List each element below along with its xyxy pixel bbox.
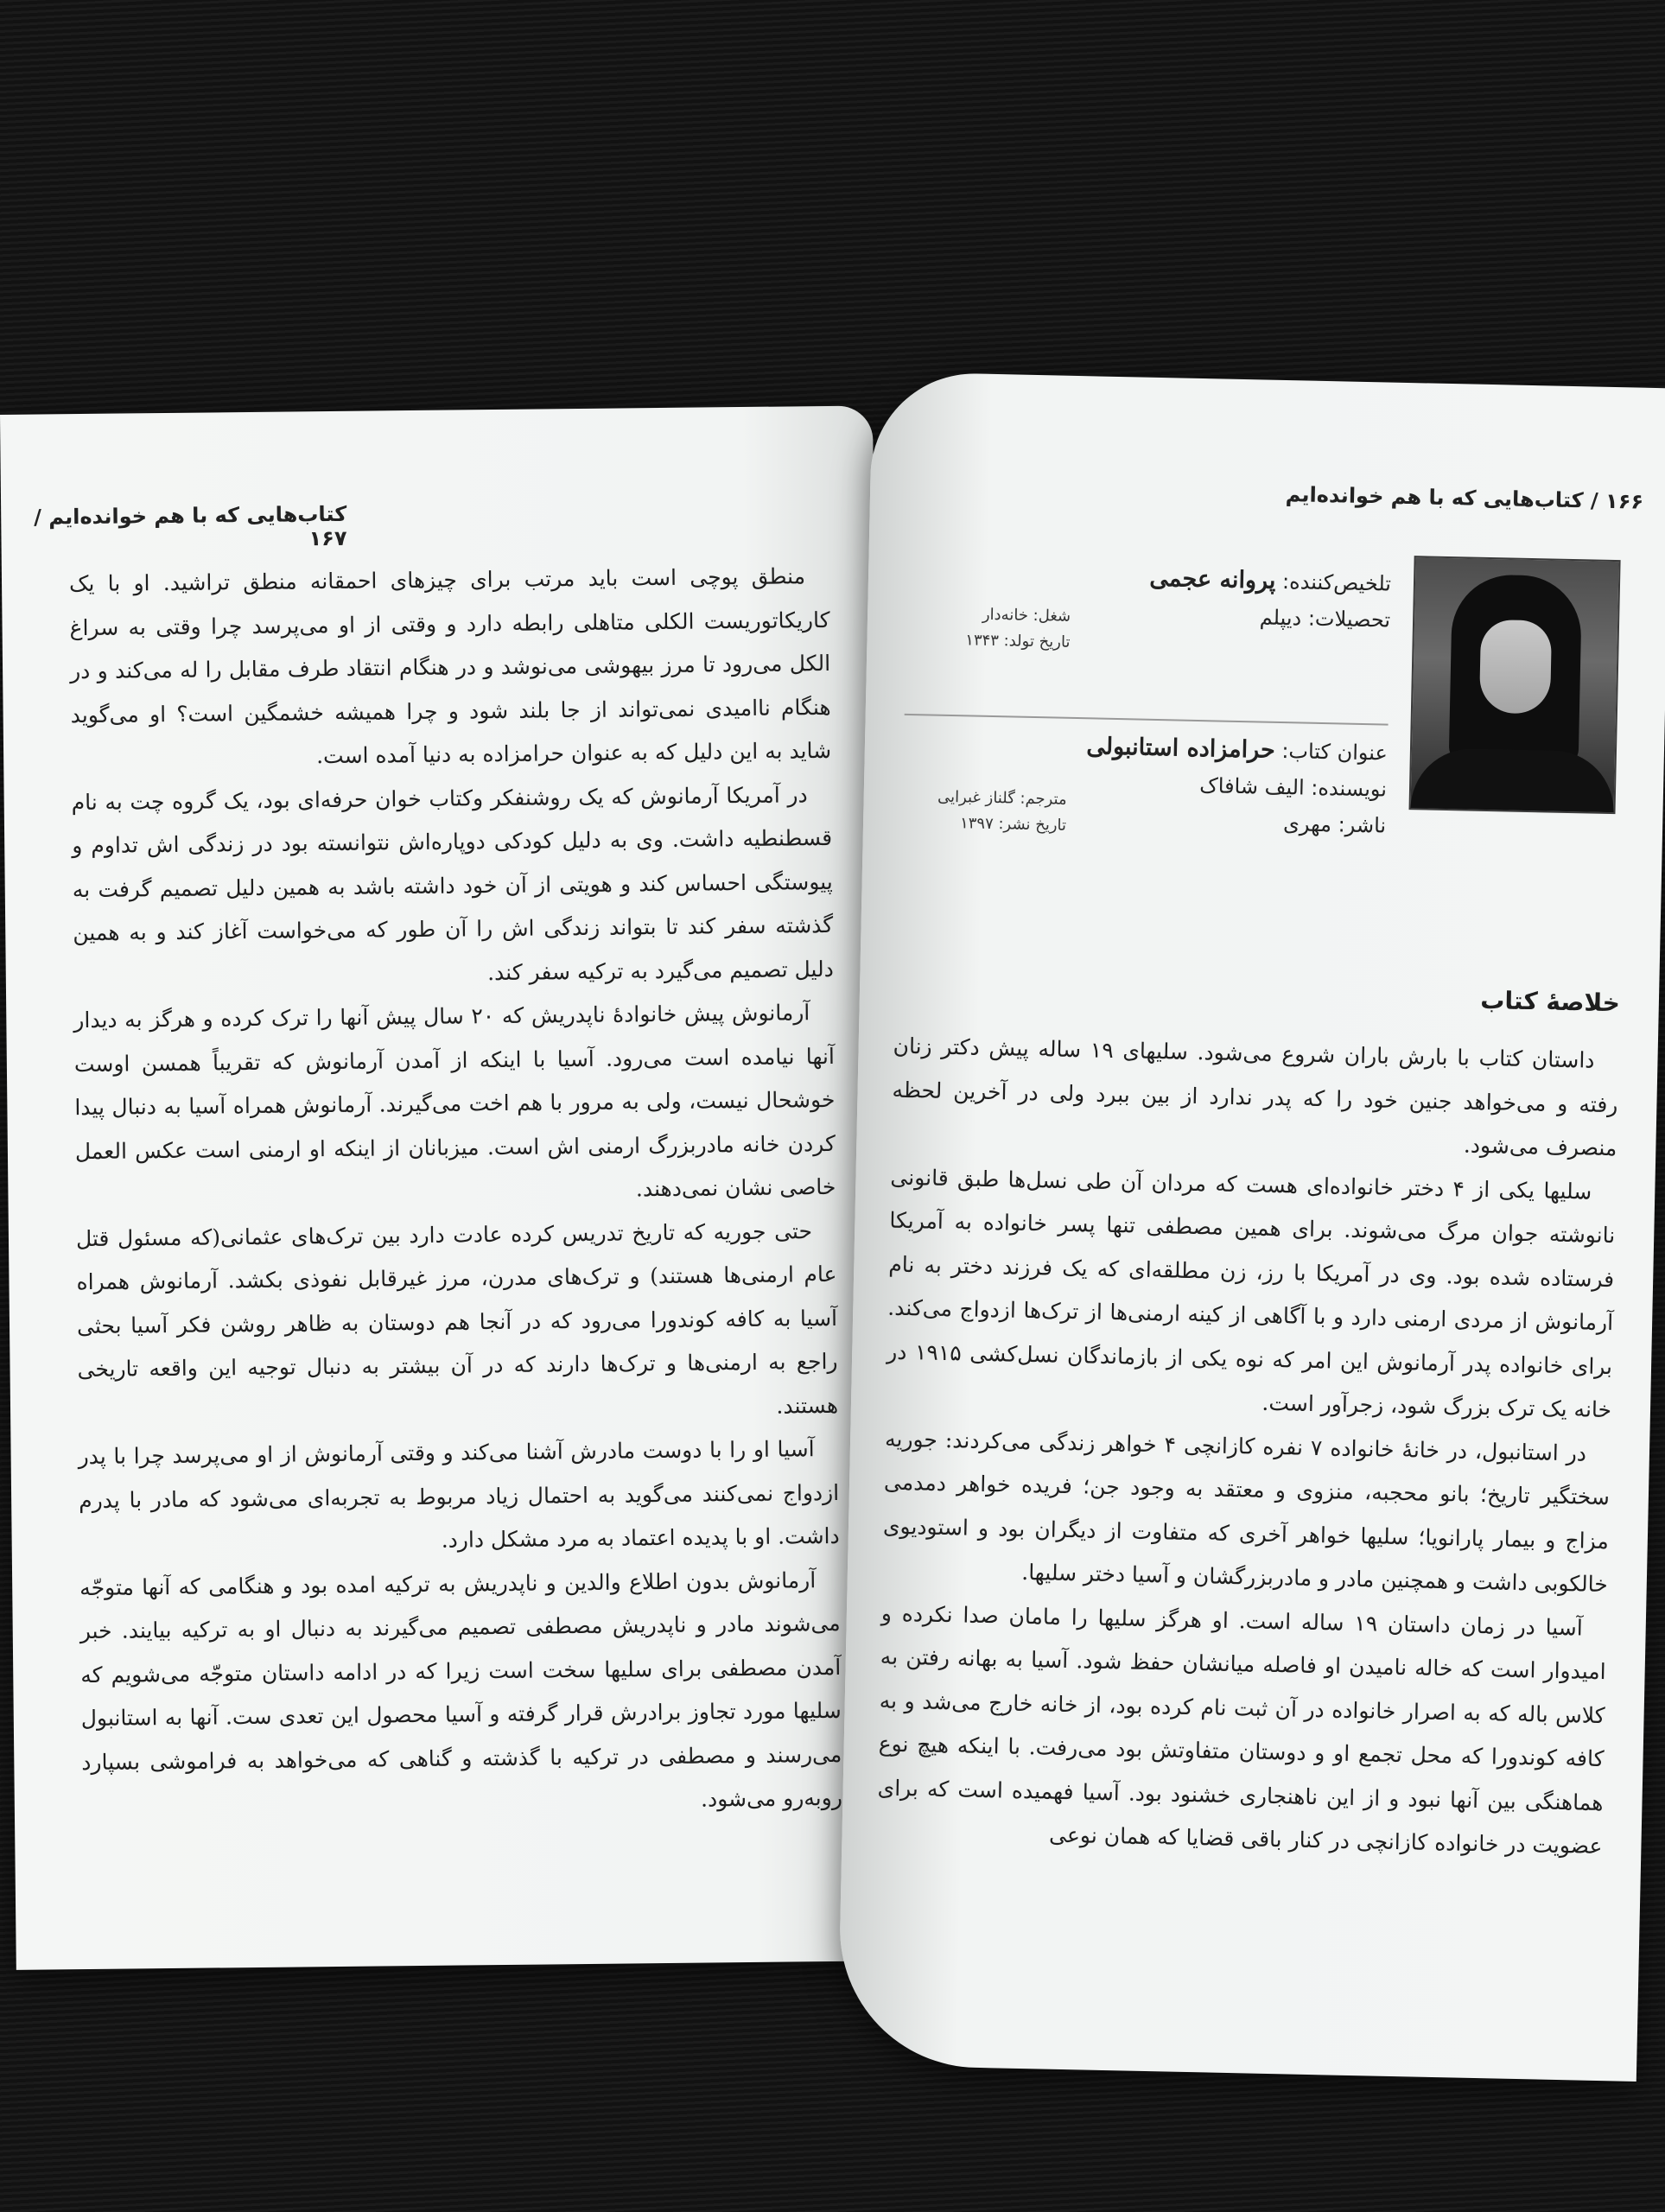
running-head-left: کتاب‌هایی که با هم خوانده‌ایم / ۱۶۷ [34, 501, 347, 551]
publisher-label: ناشر: [1338, 812, 1387, 838]
reviewer-name: پروانه عجمی [1149, 564, 1276, 594]
left-page [0, 405, 889, 1969]
divider [905, 714, 1389, 726]
book-side-info [911, 784, 1067, 839]
birth-line: تاریخ تولد: ۱۳۴۳ [965, 631, 1071, 652]
paragraph: در استانبول، در خانهٔ خانواده ۷ نفره کازانچی ۴ خواهر زندگی می‌کردند: جوریه سختگیر تاریخ؛ بانو محجبه، منزوی و معتقد به وجود جن؛ فریده خواهر دمدمی مزاج و بیمار پارانویا؛ سلیها خواهر آخری که متفاوت از دیگران بود و استودیوی خالکوبی داشت و همچنین مادر و مادربزرگشان و آسیا دختر سلیها. [882, 1426, 1611, 1598]
section-title: خلاصهٔ کتاب [1479, 985, 1621, 1018]
author-value: الیف شافاک [1199, 773, 1306, 800]
paragraph: داستان کتاب با بارش باران شروع می‌شود. سلیهای ۱۹ ساله پیش دکتر زنان رفته و می‌خواهد جنین خود را که پدر ندارد از بین ببرد ولی در آخرین لحظه منصرف می‌شود. [892, 1033, 1618, 1161]
paragraph: سلیها یکی از ۴ دختر خانواده‌ای هست که مردان آن طی نسل‌ها طبق قانونی نانوشته جوان مرگ می‌شوند. برای همین مصطفی تنها پسر خانواده به آمریکا فرستاده شده بود. وی در آمریکا با رز، زن مطلقه‌ای که یک فرزند دختر به نام آرمانوش از مردی ارمنی دارد و با آگاهی از کینه ارمنی‌ها از ترک‌ها ازدواج می‌کند. برای خانواده پدر آرمانوش این امر که نوه یکی از بازماندگان نسل‌کشی ۱۹۱۵ در خانه یک ترک بزرگ شود، زجرآور است. [886, 1164, 1616, 1423]
left-page-body [69, 555, 842, 1828]
pub-date-line: تاریخ نشر: ۱۳۹۷ [959, 814, 1067, 835]
paragraph: آسیا در زمان داستان ۱۹ ساله است. او هرگز سلیها را مامان صدا نکرده و امیدوار است که خاله نامیدن او فاصله میانشان حفظ شود. آسیا به بهانه رفتن به کلاس باله که به اصرار خانواده در آن ثبت نام کرده بود، از خانه خارج می‌شد و به کافه کوندورا که محل تجمع او و دوستان متفاوتش بود می‌رفت. با اینکه هیچ نوع هماهنگی بین آنها نبود و از این ناهنجاری خشنود بود. آسیا فهمیده است که برای عضویت در خانواده کازانچی در کنار باقی قضایا که همان نوعی [877, 1600, 1606, 1859]
education-value: دیپلم [1259, 605, 1302, 631]
book-title-value: حرامزاده استانبولی [1086, 733, 1276, 764]
paragraph: آرمانوش پیش خانوادهٔ ناپدریش که ۲۰ سال پیش آنها را ترک کرده و هرگز به دیدار آنها نیامده است می‌رود. آسیا با اینکه از آمدن آرمانوش که تقریباً همسن اوست خوشحال نیست، ولی به مرور با هم اخت می‌گیرند. آرمانوش همراه آسیا به دنبال پیدا کردن خانه مادربزرگ ارمنی اش است. میزبانان از اینکه او ارمنی است عکس العمل خاصی نشان نمی‌دهند. [73, 1000, 836, 1202]
paragraph: منطق پوچی است باید مرتب برای چیزهای احمقانه منطق تراشید. او با یک کاریکاتوریست الکلی متاهلی رابطه دارد و وقتی از او می‌پرسد چرا وقتی به سراغ الکل می‌رود تا مرز بیهوشی می‌نوشد و در هنگام انتقاد طرف مقابل را له می‌کند و در هنگام ناامیدی نمی‌تواند از جا بلند شود و چرا همیشه خشمگین است؟ او می‌گوید شاید به این دلیل که به عنوان حرامزاده به دنیا آمده است. [68, 563, 832, 769]
book-title-label: عنوان کتاب: [1281, 739, 1389, 766]
author-label: نویسنده: [1311, 775, 1388, 802]
publisher-value: مهری [1282, 811, 1332, 837]
paragraph: آسیا او را با دوست مادرش آشنا می‌کند و وقتی آرمانوش از او می‌پرسد چرا با پدر ازدواج نمی‌کنند می‌گوید به احتمال زیاد مربوط به تجربه‌ای می‌شود که مادر با پدرم داشت. او با پدیده اعتماد به مرد مشکل دارد. [78, 1436, 840, 1553]
book-info [1040, 728, 1389, 843]
right-page [837, 372, 1665, 2082]
paragraph: حتی جوریه که تاریخ تدریس کرده عادت دارد بین ترک‌های عثمانی(که مسئول قتل عام ارمنی‌ها هستند) و ترک‌های مدرن، مرز غیرقابل نفوذی بکشد. آرمانوش همراه آسیا به کافه کوندورا می‌رود که در آنجا هم دوستان به ظاهر روشن فکر آسیا بحثی راجع به ارمنی‌ها و ترک‌ها دارند که در آن بیشتر به دنبال توجیه این واقعه تاریخی هستند. [75, 1217, 839, 1419]
reviewer-portrait [1409, 556, 1621, 814]
education-label: تحصیلات: [1307, 606, 1391, 632]
job-line: شغل: خانه‌دار [982, 605, 1071, 626]
paragraph: در آمریکا آرمانوش که یک روشنفکر وکتاب خوان حرفه‌ای بود، یک گروه چت به نام قسطنطیه داشت. وی به دلیل کودکی دوپاره‌اش نتوانسته بود در زندگی اش تداوم و پیوستگی احساس کند و هویتی از آن خود داشته باشد به همین دلیل تصمیم گرفت به گذشته سفر کند تا بتواند زندگی اش را آن طور که می‌خواست آغاز کند و به همین دلیل تصمیم می‌گیرد به ترکیه سفر کند. [71, 781, 834, 985]
running-head-right: ۱۶۶ / کتاب‌هایی که با هم خوانده‌ایم [1285, 482, 1644, 514]
reviewer-side-info [914, 601, 1071, 656]
paragraph: آرمانوش بدون اطلاع والدین و ناپدریش به ترکیه امده بود و هنگامی که آنها متوجّه می‌شوند مادر و ناپدریش مصطفی تصمیم می‌گیرند به دنبال او به ترکیه بیایند. خبر آمدن مصطفی برای سلیها سخت است زیرا که در ادامه داستان متوجّه می‌شویم که سلیها مورد تجاوز برادرش قرار گرفته و آسیا محصول این تعدی ست. آنها به استانبول می‌رسند و مصطفی در ترکیه با گذشته و گناهی که می‌خواهد به فراموشی بسپارد روبه‌رو می‌شود. [79, 1567, 842, 1812]
right-page-body [876, 1025, 1619, 1869]
reviewer-label: تلخیص‌کننده: [1281, 569, 1392, 596]
reviewer-info [1079, 559, 1392, 639]
translator-line: مترجم: گلناز غبرایی [937, 787, 1067, 809]
